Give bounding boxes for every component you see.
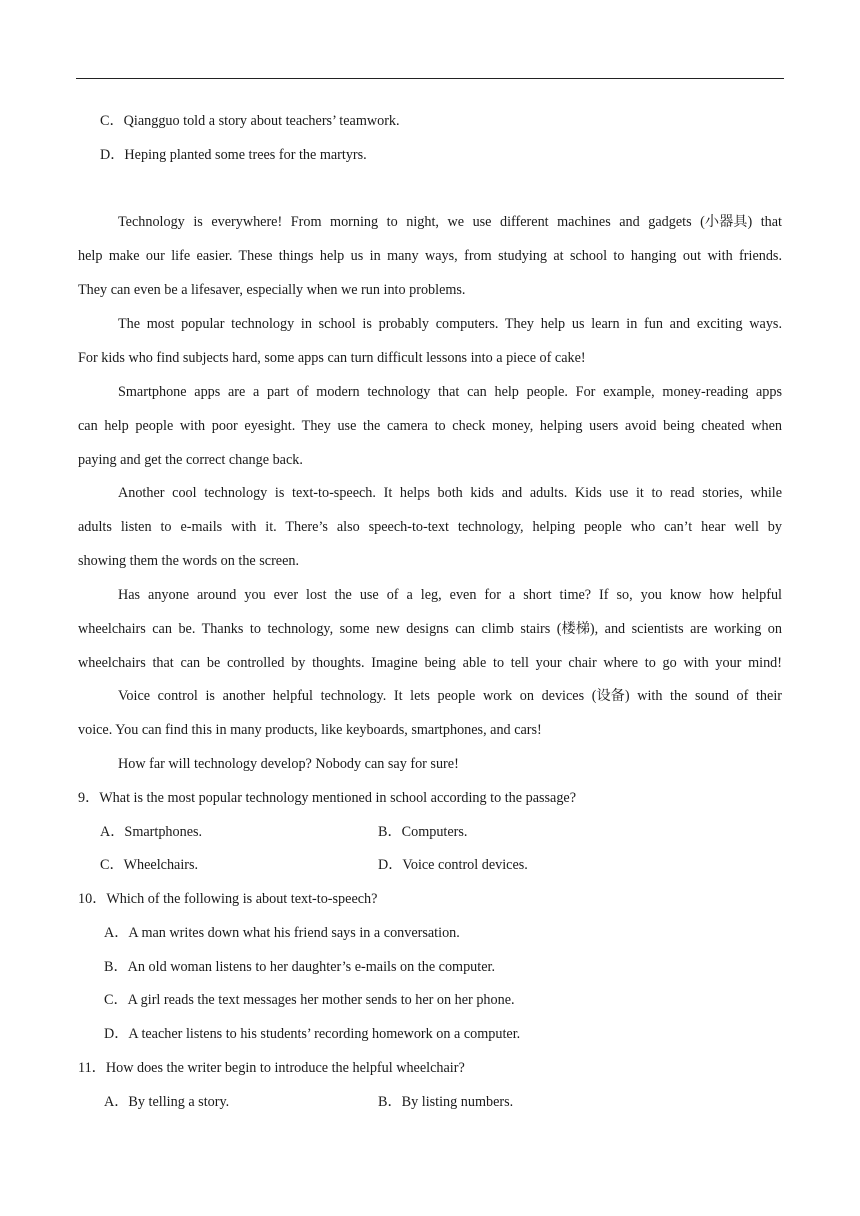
- header-rule: [76, 78, 784, 79]
- passage-p1-line3: They can even be a lifesaver, especially when we run into problems.: [78, 282, 466, 298]
- q11-option-a[interactable]: A．By telling a story.: [104, 1094, 230, 1110]
- q9-option-d[interactable]: D．Voice control devices.: [378, 857, 528, 873]
- q10-option-a[interactable]: A．A man writes down what his friend says in a conversation.: [104, 925, 460, 941]
- passage-p3-line2: can help people with poor eyesight. They use the camera to check money, helping users avoid being cheated when: [78, 418, 782, 434]
- q9-option-c[interactable]: C．Wheelchairs.: [100, 857, 199, 873]
- q11-option-b[interactable]: B．By listing numbers.: [378, 1094, 514, 1110]
- q10-option-c[interactable]: C．A girl reads the text messages her mother sends to her on her phone.: [104, 992, 515, 1008]
- passage-p3-line3: paying and get the correct change back.: [78, 452, 303, 468]
- passage-p5-line1: Has anyone around you ever lost the use of a leg, even for a short time? If so, you know how helpful: [118, 587, 782, 603]
- passage-p1-line2: help make our life easier. These things help us in many ways, from studying at school to hanging out with friends.: [78, 248, 782, 264]
- q9-option-a[interactable]: A．Smartphones.: [100, 824, 203, 840]
- q9-stem: 9．What is the most popular technology mentioned in school according to the passage?: [78, 790, 577, 806]
- passage-p4-line3: showing them the words on the screen.: [78, 553, 300, 569]
- q11-stem: 11．How does the writer begin to introduce the helpful wheelchair?: [78, 1060, 465, 1076]
- passage-p1-line1: Technology is everywhere! From morning to night, we use different machines and gadgets (小器具) that: [118, 214, 782, 230]
- passage-p4-line1: Another cool technology is text-to-speech. It helps both kids and adults. Kids use it to read stories, while: [118, 485, 782, 501]
- passage-p2-line2: For kids who find subjects hard, some apps can turn difficult lessons into a piece of cake!: [78, 350, 586, 366]
- q9-option-b[interactable]: B．Computers.: [378, 824, 468, 840]
- prev-option-d: D．Heping planted some trees for the martyrs.: [100, 147, 367, 163]
- prev-option-c: C．Qiangguo told a story about teachers’ teamwork.: [100, 113, 400, 129]
- passage-p2-line1: The most popular technology in school is probably computers. They help us learn in fun and exciting ways.: [118, 316, 782, 332]
- passage-p7-line1: How far will technology develop? Nobody can say for sure!: [118, 756, 459, 772]
- passage-p6-line2: voice. You can find this in many products, like keyboards, smartphones, and cars!: [78, 722, 542, 738]
- passage-p6-line1: Voice control is another helpful technology. It lets people work on devices (设备) with the sound of their: [118, 688, 782, 704]
- passage-p5-line2: wheelchairs can be. Thanks to technology, some new designs can climb stairs (楼梯), and scientists are working on: [78, 621, 782, 637]
- passage-p4-line2: adults listen to e-mails with it. There’s also speech-to-text technology, helping people who can’t hear well by: [78, 519, 782, 535]
- q10-option-d[interactable]: D．A teacher listens to his students’ recording homework on a computer.: [104, 1026, 521, 1042]
- passage-p5-line3: wheelchairs that can be controlled by thoughts. Imagine being able to tell your chair where to go with your mind!: [78, 655, 782, 671]
- q10-stem: 10．Which of the following is about text-to-speech?: [78, 891, 378, 907]
- passage-p3-line1: Smartphone apps are a part of modern technology that can help people. For example, money-reading apps: [118, 384, 782, 400]
- q10-option-b[interactable]: B．An old woman listens to her daughter’s e-mails on the computer.: [104, 959, 496, 975]
